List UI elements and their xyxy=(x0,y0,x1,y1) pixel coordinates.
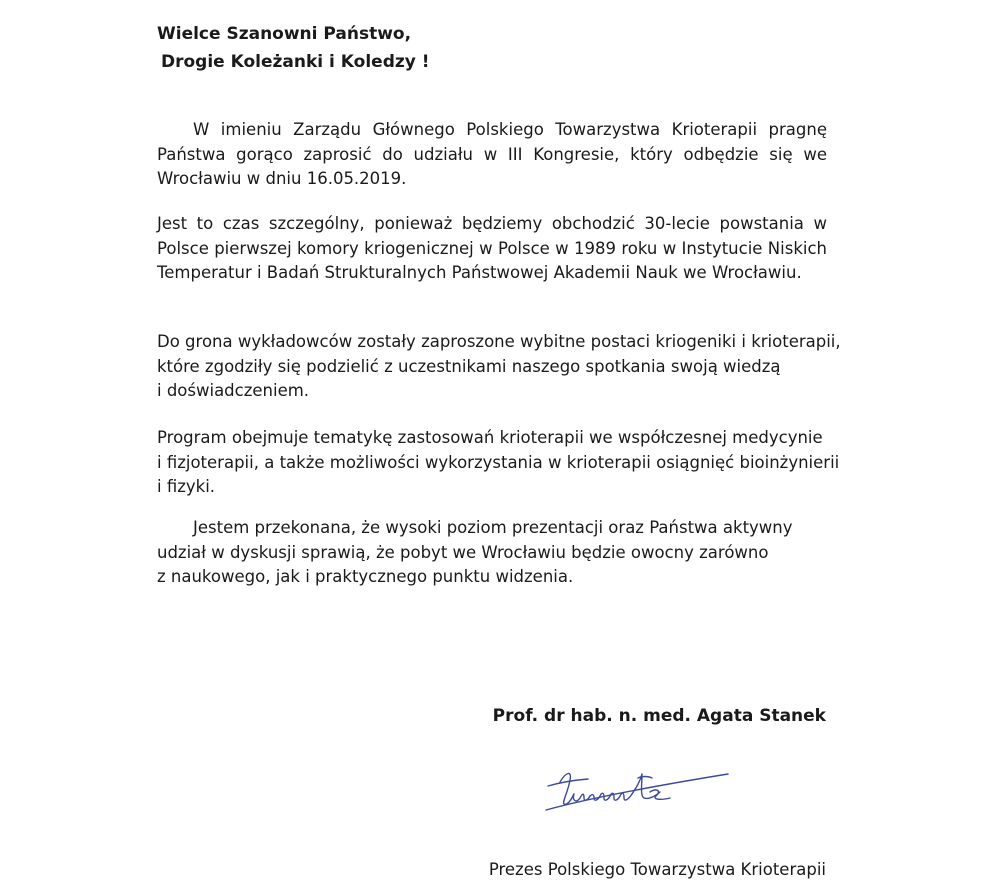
handwritten-signature xyxy=(542,764,732,824)
paragraph-line: Program obejmuje tematykę zastosowań krioterapii we współczesnej medycynie xyxy=(157,428,823,447)
paragraph-line: z naukowego, jak i praktycznego punktu widzenia. xyxy=(157,567,574,586)
paragraph-line: Do grona wykładowców zostały zaproszone wybitne postaci kriogeniki i krioterapii, xyxy=(157,332,841,351)
paragraph-line: i doświadczeniem. xyxy=(157,381,310,400)
paragraph-line: i fizyki. xyxy=(157,477,216,496)
paragraph-closing xyxy=(157,516,827,590)
signer-name: Prof. dr hab. n. med. Agata Stanek xyxy=(492,706,826,726)
paragraph-line: Jestem przekonana, że wysoki poziom prezentacji oraz Państwa aktywny xyxy=(193,518,793,537)
paragraph-line: które zgodziły się podzielić z uczestnikami naszego spotkania swoją wiedzą xyxy=(157,356,781,376)
greeting xyxy=(157,20,430,76)
signer-role: Prezes Polskiego Towarzystwa Krioterapii xyxy=(488,860,826,879)
paragraph-lecturers xyxy=(157,330,841,404)
paragraph-line: i fizjoterapii, a także możliwości wykorzystania w krioterapii osiągnięć bioinżynierii xyxy=(157,452,840,472)
greeting-line-2: Drogie Koleżanki i Koledzy ! xyxy=(161,52,430,72)
paragraph-program xyxy=(157,426,840,500)
greeting-line-1: Wielce Szanowni Państwo, xyxy=(157,24,412,44)
paragraph-anniversary: Jest to czas szczególny, ponieważ będziemy obchodzić 30-lecie powstania w Polsce pierwszej komory kriogenicznej w Polsce w 1989 roku w Instytucie Niskich Temperatur i Badań Strukturalnych Państwowej Akademii Nauk we Wrocławiu. xyxy=(157,214,827,282)
paragraph-invitation: W imieniu Zarządu Głównego Polskiego Towarzystwa Krioterapii pragnę Państwa gorąco zaprosić do udziału w III Kongresie, który odbędzie się we Wrocławiu w dniu 16.05.2019. xyxy=(157,120,827,188)
paragraph-line: udział w dyskusji sprawią, że pobyt we Wrocławiu będzie owocny zarówno xyxy=(157,542,769,562)
